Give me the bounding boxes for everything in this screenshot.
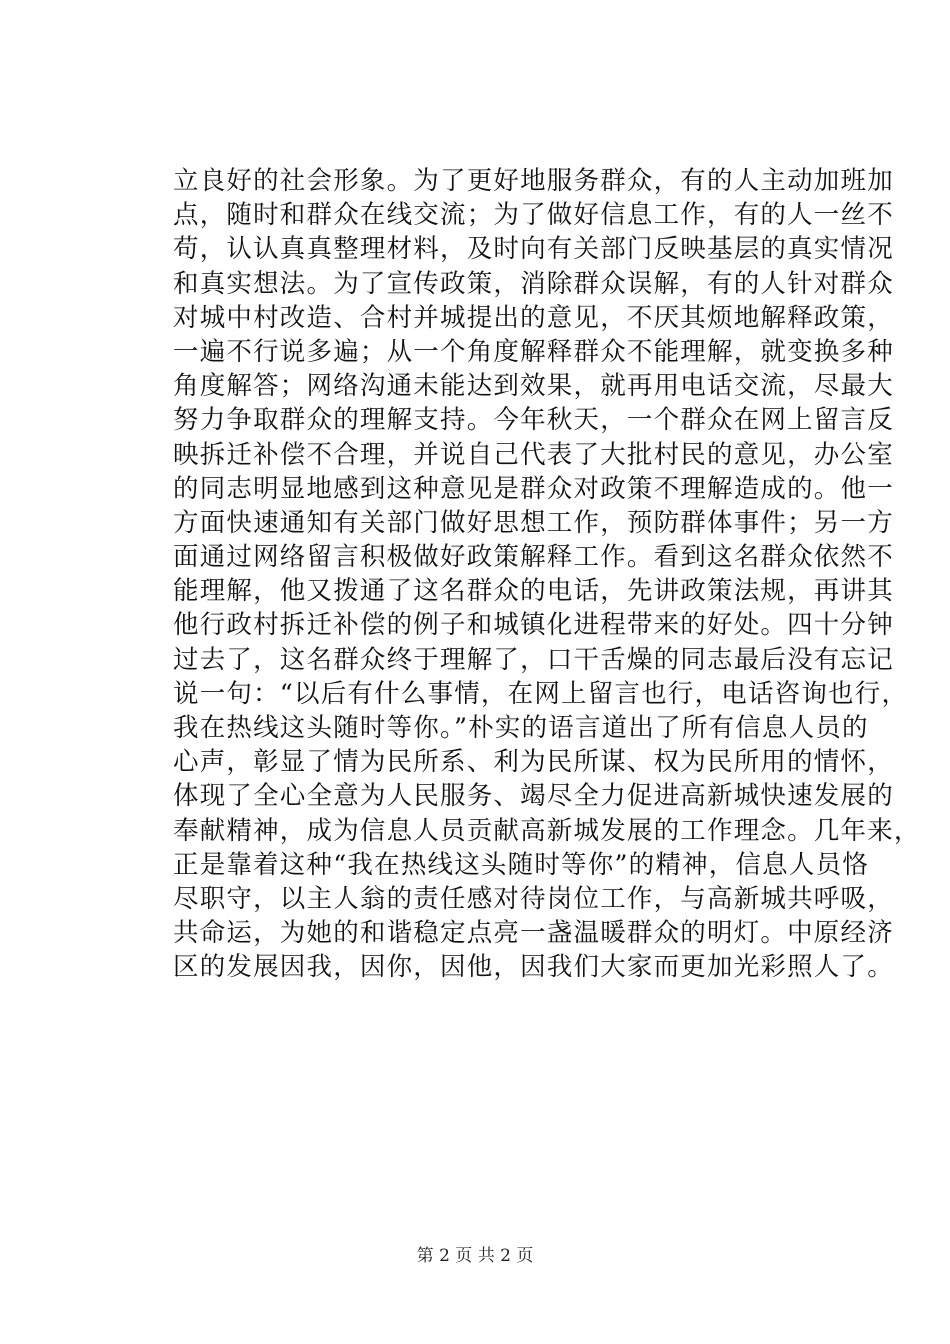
- text-line: 正是靠着这种“我在热线这头随时等你”的精神，信息人员恪: [173, 849, 869, 880]
- text-line: 映拆迁补偿不合理，并说自己代表了大批村民的意见，办公室: [173, 439, 894, 470]
- text-line: 我在热线这头随时等你。”朴实的语言道出了所有信息人员的: [173, 713, 869, 743]
- text-line: 心声，彰显了情为民所系、利为民所谋、权为民所用的情怀，: [173, 747, 894, 778]
- text-line: 的同志明显地感到这种意见是群众对政策不理解造成的。他一: [173, 473, 894, 504]
- text-line: 过去了，这名群众终于理解了，口干舌燥的同志最后没有忘记: [173, 644, 894, 675]
- text-line: 说一句：“以后有什么事情，在网上留言也行，电话咨询也行，: [173, 678, 909, 709]
- text-line: 和真实想法。为了宣传政策，消除群众误解，有的人针对群众: [173, 268, 894, 299]
- text-line: 一遍不行说多遍；从一个角度解释群众不能理解，就变换多种: [173, 336, 894, 367]
- text-line-last: 区的发展因我，因你，因他，因我们大家而更加光彩照人了。: [173, 952, 894, 983]
- text-line: 苟，认认真真整理材料，及时向有关部门反映基层的真实情况: [173, 234, 894, 265]
- page-number-footer: 第 2 页 共 2 页: [416, 1246, 534, 1266]
- text-line: 共命运，为她的和谐稳定点亮一盏温暖群众的明灯。中原经济: [173, 918, 894, 949]
- text-line: 对城中村改造、合村并城提出的意见，不厌其烦地解释政策，: [173, 302, 894, 333]
- text-line: 他行政村拆迁补偿的例子和城镇化进程带来的好处。四十分钟: [173, 610, 894, 641]
- text-line: 奉献精神，成为信息人员贡献高新城发展的工作理念。几年来，: [173, 815, 921, 846]
- text-line: 面通过网络留言积极做好政策解释工作。看到这名群众依然不: [173, 542, 894, 573]
- text-line: 角度解答；网络沟通未能达到效果，就再用电话交流，尽最大: [173, 371, 894, 402]
- text-line: 立良好的社会形象。为了更好地服务群众，有的人主动加班加: [173, 166, 894, 196]
- text-line: 体现了全心全意为人民服务、竭尽全力促进高新城快速发展的: [173, 781, 894, 812]
- text-line: 努力争取群众的理解支持。今年秋天，一个群众在网上留言反: [173, 405, 894, 436]
- text-line: 点，随时和群众在线交流；为了做好信息工作，有的人一丝不: [173, 200, 894, 231]
- body-text: [173, 164, 921, 985]
- text-line: 能理解，他又拨通了这名群众的电话，先讲政策法规，再讲其: [173, 576, 894, 607]
- text-line: 方面快速通知有关部门做好思想工作，预防群体事件；另一方: [173, 507, 894, 538]
- text-line: 尽职守，以主人翁的责任感对待岗位工作，与高新城共呼吸，: [173, 883, 894, 914]
